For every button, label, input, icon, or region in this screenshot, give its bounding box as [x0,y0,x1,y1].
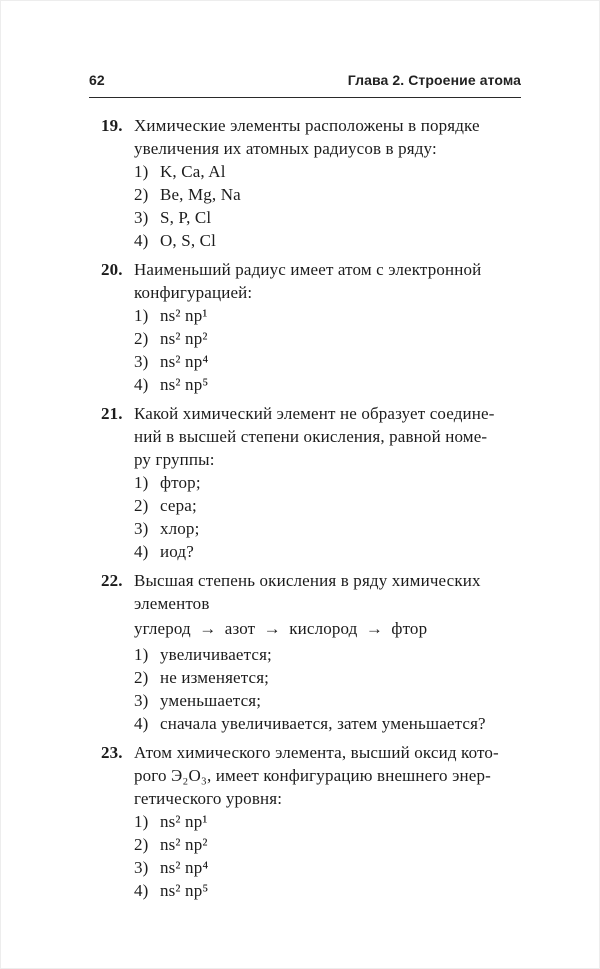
question-number: 23. [101,743,123,762]
question-number: 19. [101,116,123,135]
page-header [89,72,521,88]
option-label: ns² np⁵ [160,881,209,900]
option-row [134,856,541,879]
option-marker: 4) [134,231,149,250]
question [101,258,541,396]
question-options [134,643,541,735]
question [101,569,541,735]
option-marker: 2) [134,185,149,204]
question-body [134,569,541,735]
option-marker: 2) [134,835,149,854]
question-text-line: увеличения их атомных радиусов в ряду: [134,139,437,158]
questions-list [101,109,541,908]
option-marker: 1) [134,162,149,181]
question-body [134,741,541,902]
question-text-line: ру группы: [134,450,215,469]
question [101,402,541,563]
option-marker: 1) [134,473,149,492]
question [101,741,541,902]
question [101,114,541,252]
header-rule [89,97,521,98]
question-options [134,304,541,396]
question-text-line: Химические элементы расположены в порядке [134,116,480,135]
question-body [134,114,541,252]
option-marker: 4) [134,375,149,394]
option-label: фтор; [160,473,201,492]
question-text-line: гетического уровня: [134,789,283,808]
option-row [134,206,541,229]
option-marker: 4) [134,714,149,733]
option-label: ns² np² [160,835,208,854]
option-label: не изменяется; [160,668,270,687]
chapter-title: Глава 2. Строение атома [347,72,521,88]
question-text-line: Какой химический элемент не образует соедине- [134,404,495,423]
option-label: ns² np⁴ [160,858,209,877]
option-marker: 2) [134,668,149,687]
question-text-line: Атом химического элемента, высший оксид кото- [134,743,499,762]
question-text [134,114,541,160]
question-text-line: Наименьший радиус имеет атом с электронной [134,260,482,279]
option-row [134,517,541,540]
option-label: S, P, Cl [160,208,212,227]
question-body [134,258,541,396]
option-row [134,304,541,327]
option-row [134,350,541,373]
option-marker: 3) [134,352,149,371]
question-text-line: элементов [134,594,210,613]
option-row [134,810,541,833]
question-formula: углерод → азот → кислород → фтор [134,619,428,638]
option-row [134,833,541,856]
option-marker: 3) [134,691,149,710]
option-marker: 4) [134,542,149,561]
question-text [134,258,541,304]
option-row [134,879,541,902]
question-options [134,471,541,563]
option-marker: 1) [134,645,149,664]
question-number: 20. [101,260,123,279]
option-row [134,183,541,206]
question-text [134,569,541,615]
option-marker: 3) [134,208,149,227]
option-label: хлор; [160,519,200,538]
option-marker: 1) [134,812,149,831]
option-row [134,229,541,252]
option-row [134,373,541,396]
question-options [134,160,541,252]
option-row [134,494,541,517]
question-number: 22. [101,571,123,590]
option-marker: 1) [134,306,149,325]
question-text [134,402,541,471]
question-text-line: Высшая степень окисления в ряду химических [134,571,481,590]
option-row [134,712,541,735]
option-row [134,643,541,666]
option-row [134,666,541,689]
option-row [134,327,541,350]
option-label: Be, Mg, Na [160,185,241,204]
option-row [134,540,541,563]
question-number: 21. [101,404,123,423]
option-row [134,471,541,494]
option-marker: 2) [134,329,149,348]
option-marker: 3) [134,519,149,538]
option-label: ns² np⁴ [160,352,209,371]
question-text-line: конфигурацией: [134,283,253,302]
page-number: 62 [89,72,105,88]
option-label: ns² np¹ [160,306,208,325]
question-options [134,810,541,902]
option-label: O, S, Cl [160,231,216,250]
option-row [134,160,541,183]
option-marker: 2) [134,496,149,515]
question-text-line: ний в высшей степени окисления, равной номе- [134,427,488,446]
option-label: сначала увеличивается, затем уменьшается? [160,714,486,733]
option-label: увеличивается; [160,645,272,664]
option-label: уменьшается; [160,691,262,710]
option-label: сера; [160,496,197,515]
option-marker: 4) [134,881,149,900]
option-label: K, Ca, Al [160,162,226,181]
question-text [134,741,541,810]
question-body [134,402,541,563]
option-label: ns² np⁵ [160,375,209,394]
option-label: ns² np¹ [160,812,208,831]
option-marker: 3) [134,858,149,877]
option-row [134,689,541,712]
option-label: иод? [160,542,194,561]
option-label: ns² np² [160,329,208,348]
question-text-line: рого Э₂О₃, имеет конфигурацию внешнего энер- [134,766,491,785]
